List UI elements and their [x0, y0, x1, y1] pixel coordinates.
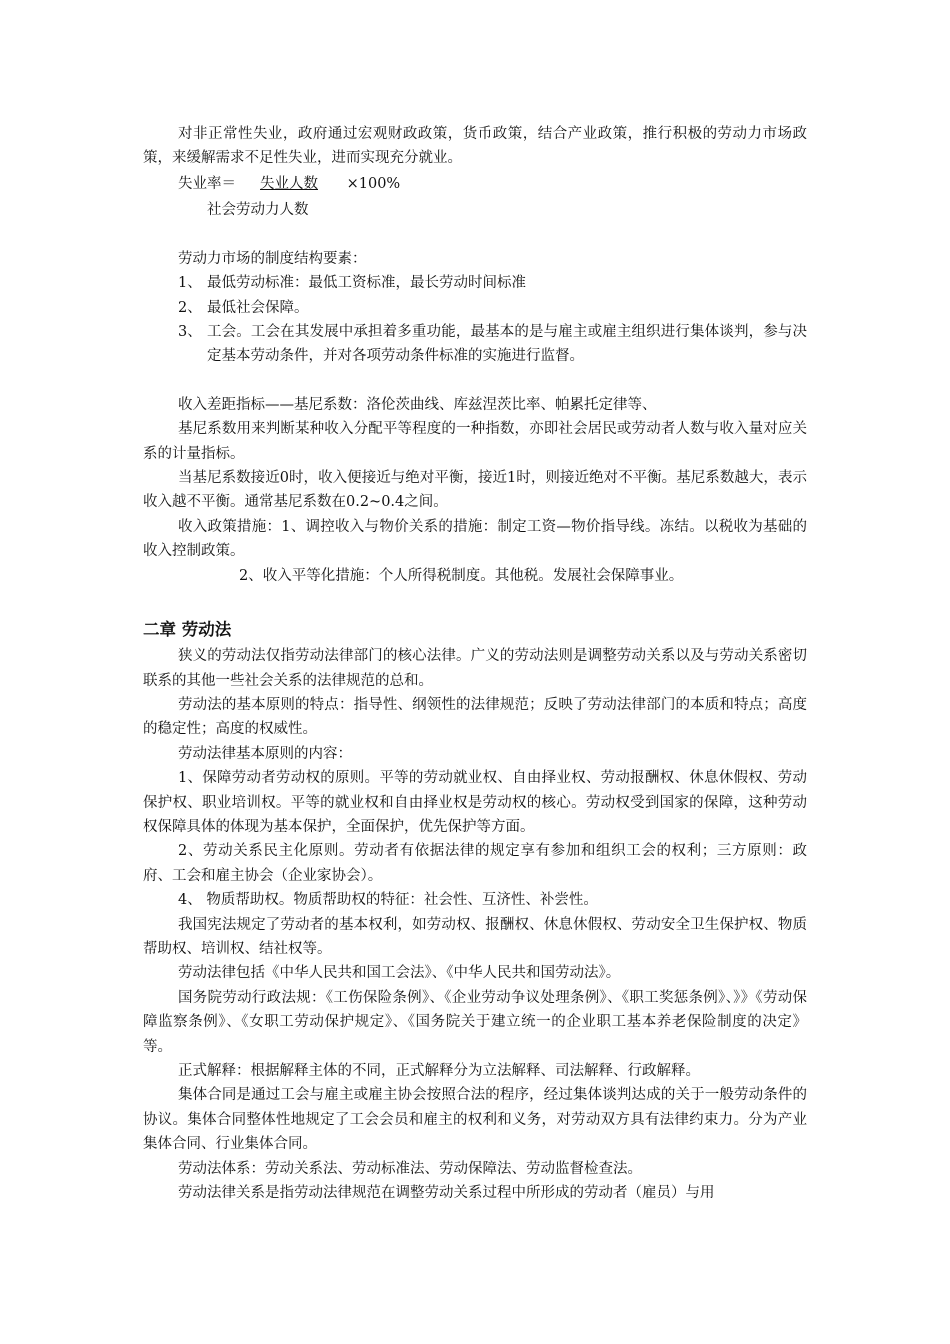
paragraph: 劳动法体系：劳动关系法、劳动标准法、劳动保障法、劳动监督检查法。 — [178, 1160, 642, 1177]
spacer — [143, 588, 807, 616]
document-page — [143, 122, 807, 1205]
paragraph-income-policy-1: 收入政策措施：1、调控收入与物价关系的措施：制定工资—物价指导线。冻结。以税收为基础的收入控制政策。 — [143, 518, 807, 560]
spacer — [143, 223, 807, 247]
paragraph-gini-title: 收入差距指标——基尼系数：洛伦茨曲线、库兹涅茨比率、帕累托定律等、 — [178, 396, 657, 413]
paragraph: 2、劳动关系民主化原则。劳动者有依据法律的规定享有参加和组织工会的权利；三方原则：政府、工会和雇主协会（企业家协会）。 — [143, 843, 807, 884]
unemployment-rate-formula — [143, 171, 807, 197]
paragraph: 狭义的劳动法仅指劳动法律部门的核心法律。广义的劳动法则是调整劳动关系以及与劳动关系密切联系的其他一些社会关系的法律规范的总和。 — [143, 648, 807, 689]
list-item-text: 工会。工会在其发展中承担着多重功能，最基本的是与雇主或雇主组织进行集体谈判，参与决定基本劳动条件，并对各项劳动条件标准的实施进行监督。 — [207, 324, 807, 365]
formula-numerator: 失业人数 — [260, 175, 318, 192]
list-item — [178, 296, 807, 320]
list-item-text: 最低劳动标准：最低工资标准，最长劳动时间标准 — [207, 275, 526, 292]
paragraph-gini-range: 当基尼系数接近0时，收入便接近与绝对平衡，接近1时，则接近绝对不平衡。基尼系数越大，表示收入越不平衡。通常基尼系数在0.2~0.4之间。 — [143, 470, 807, 511]
paragraph: 我国宪法规定了劳动者的基本权利，如劳动权、报酬权、休息休假权、劳动安全卫生保护权、物质帮助权、培训权、结社权等。 — [143, 916, 807, 957]
paragraph-unemployment-policy: 对非正常性失业，政府通过宏观财政政策，货币政策，结合产业政策，推行积极的劳动力市场政策，来缓解需求不足性失业，进而实现充分就业。 — [143, 126, 807, 167]
spacer — [143, 369, 807, 393]
list-item-text: 最低社会保障。 — [207, 299, 309, 316]
paragraph: 4、 物质帮助权。物质帮助权的特征：社会性、互济性、补尝性。 — [178, 892, 598, 909]
paragraph: 劳动法的基本原则的特点：指导性、纲领性的法律规范；反映了劳动法律部门的本质和特点；高度的稳定性；高度的权威性。 — [143, 696, 807, 738]
paragraph: 1、保障劳动者劳动权的原则。平等的劳动就业权、自由择业权、劳动报酬权、休息休假权、劳动保护权、职业培训权。平等的就业权和自由择业权是劳动权的核心。劳动权受到国家的保障，这种劳动权保障具体的体现为基本保护，全面保护，优先保护等方面。 — [143, 770, 807, 835]
formula-label: 失业率＝ — [178, 175, 236, 192]
formula-denominator: 社会劳动力人数 — [207, 201, 309, 218]
paragraph: 国务院劳动行政法规：《工伤保险条例》、《企业劳动争议处理条例》、《职工奖惩条例》、》》《劳动保障监察条例》、《女职工劳动保护规定》、《国务院关于建立统一的企业职工基本养老保险制度的决定》等。 — [143, 989, 807, 1055]
formula-multiplier: ×100% — [346, 175, 401, 192]
paragraph: 集体合同是通过工会与雇主或雇主协会按照合法的程序，经过集体谈判达成的关于一般劳动条件的协议。集体合同整体性地规定了工会会员和雇主的权利和义务，对劳动双方具有法律约束力。分为产业集体合同、行业集体合同。 — [143, 1087, 807, 1153]
paragraph: 正式解释：根据解释主体的不同，正式解释分为立法解释、司法解释、行政解释。 — [178, 1063, 700, 1079]
list-item-number: 3、 — [178, 324, 202, 341]
structure-list — [143, 271, 807, 369]
list-item — [178, 271, 807, 295]
paragraph-income-policy-2: 2、收入平等化措施：个人所得税制度。其他税。发展社会保障事业。 — [239, 567, 684, 584]
chapter-heading: 二章 劳动法 — [143, 620, 232, 640]
list-item-number: 2、 — [178, 299, 202, 316]
paragraph: 劳动法律包括《中华人民共和国工会法》、《中华人民共和国劳动法》。 — [178, 965, 621, 982]
paragraph: 劳动法律基本原则的内容： — [178, 745, 352, 762]
formula-numerator-wrap — [236, 176, 342, 192]
paragraph: 劳动法律关系是指劳动法律规范在调整劳动关系过程中所形成的劳动者（雇员）与用 — [178, 1185, 715, 1202]
paragraph-structure-intro: 劳动力市场的制度结构要素： — [178, 250, 367, 267]
list-item — [178, 320, 807, 369]
list-item-number: 1、 — [178, 275, 202, 292]
paragraph-gini-definition: 基尼系数用来判断某种收入分配平等程度的一种指数，亦即社会居民或劳动者人数与收入量对应关系的计量指标。 — [143, 421, 807, 462]
